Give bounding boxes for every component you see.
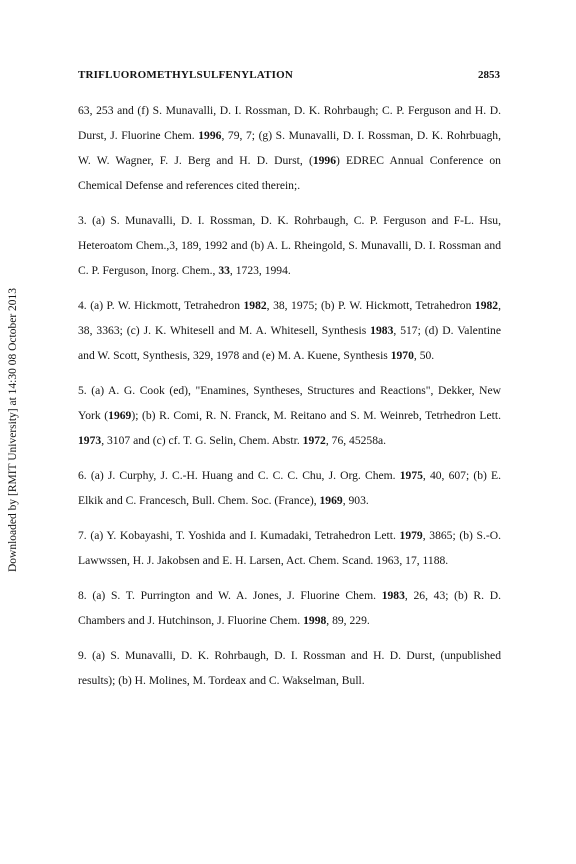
reference-text-segment: 3. (a) S. Munavalli, D. I. Rossman, D. K. Rohrbaugh, C. P. Ferguson and F-L. Hsu, Heteroatom Chem.,3, 189, 1992 and (b) A. L. Rheingold, S. Munavalli, D. I. Rossman and C. P. Ferguson, Inorg. Chem., [78,214,501,277]
reference-text-segment: , 26, 43; (b) R. D. Chambers and J. Hutchinson, J. Fluorine Chem. [78,589,501,627]
reference-bold-segment: 1975 [399,469,423,482]
reference-text-segment: 4. (a) P. W. Hickmott, Tetrahedron [78,299,244,312]
reference-text-segment: 6. (a) J. Curphy, J. C.-H. Huang and C. C. C. Chu, J. Org. Chem. [78,469,400,482]
reference-text-segment: , 517; (d) D. Valentine and W. Scott, Synthesis, 329, 1978 and (e) M. A. Kuene, Synthesis [78,324,501,362]
reference-list [78,98,501,703]
reference-text-segment: , 903. [342,494,369,507]
reference-item [78,293,501,368]
reference-text-segment: 5. (a) A. G. Cook (ed), "Enamines, Syntheses, Structures and Reactions", Dekker, New York ( [78,384,501,422]
download-watermark [0,0,20,864]
reference-text-segment: 9. (a) S. Munavalli, D. K. Rohrbaugh, D. I. Rossman and H. D. Durst, (unpublished results); (b) H. Molines, M. Tordeax and C. Wakselman, Bull. [78,649,501,687]
reference-text-segment: , 1723, 1994. [229,264,291,277]
reference-text-segment: 7. (a) Y. Kobayashi, T. Yoshida and I. Kumadaki, Tetrahedron Lett. [78,529,400,542]
reference-bold-segment: 1969 [108,409,132,422]
reference-item [78,583,501,633]
reference-bold-segment: 1969 [319,494,343,507]
reference-text-segment: , 3107 and (c) cf. T. G. Selin, Chem. Abstr. [101,434,303,447]
reference-bold-segment: 1996 [198,129,222,142]
reference-bold-segment: 1970 [390,349,414,362]
reference-bold-segment: 1998 [303,614,327,627]
reference-text-segment: , 38, 1975; (b) P. W. Hickmott, Tetrahedron [266,299,475,312]
reference-bold-segment: 1982 [243,299,267,312]
reference-bold-segment: 1972 [302,434,326,447]
reference-item [78,643,501,693]
reference-text-segment: , 3865; (b) S.-O. Lawwssen, H. J. Jakobsen and E. H. Larsen, Act. Chem. Scand. 1963, 17, 1188. [78,529,502,567]
reference-bold-segment: 1996 [312,154,336,167]
reference-text-segment: , 79, 7; (g) S. Munavalli, D. I. Rossman, D. K. Rohrbuagh, W. W. Wagner, F. J. Berg and H. D. Durst, ( [78,129,501,167]
reference-bold-segment: 1983 [370,324,394,337]
reference-text-segment: , 50. [413,349,435,362]
reference-text-segment: ); (b) R. Comi, R. N. Franck, M. Reitano and S. M. Weinreb, Tetrhedron Lett. [131,409,501,422]
reference-item [78,98,501,198]
reference-text-segment: 8. (a) S. T. Purrington and W. A. Jones, J. Fluorine Chem. [78,589,382,602]
reference-item [78,378,501,453]
reference-bold-segment: 1983 [381,589,405,602]
reference-item [78,208,501,283]
page-header [78,69,500,89]
running-title: TRIFLUOROMETHYLSULFENYLATION [78,69,294,81]
reference-text-segment: , 40, 607; (b) E. Elkik and C. Francesch, Bull. Chem. Soc. (France), [78,469,501,507]
reference-text-segment: , 89, 229. [326,614,370,627]
reference-text-segment: , 76, 45258a. [325,434,387,447]
reference-text-segment: ) EDREC Annual Conference on Chemical Defense and references cited therein;. [78,154,501,192]
reference-bold-segment: 1973 [78,434,102,447]
reference-text-segment: 63, 253 and (f) S. Munavalli, D. I. Rossman, D. K. Rohrbaugh; C. P. Ferguson and H. D. Durst, J. Fluorine Chem. [78,104,501,142]
reference-bold-segment: 33 [218,264,230,277]
reference-bold-segment: 1982 [474,299,499,312]
download-watermark-text: Downloaded by [RMIT University] at 14:30 08 October 2013 [7,287,19,573]
reference-text-segment: , 38, 3363; (c) J. K. Whitesell and M. A. Whitesell, Synthesis [78,299,501,337]
reference-bold-segment: 1979 [399,529,423,542]
reference-item [78,463,501,513]
reference-item [78,523,501,573]
page-number: 2853 [478,69,500,81]
